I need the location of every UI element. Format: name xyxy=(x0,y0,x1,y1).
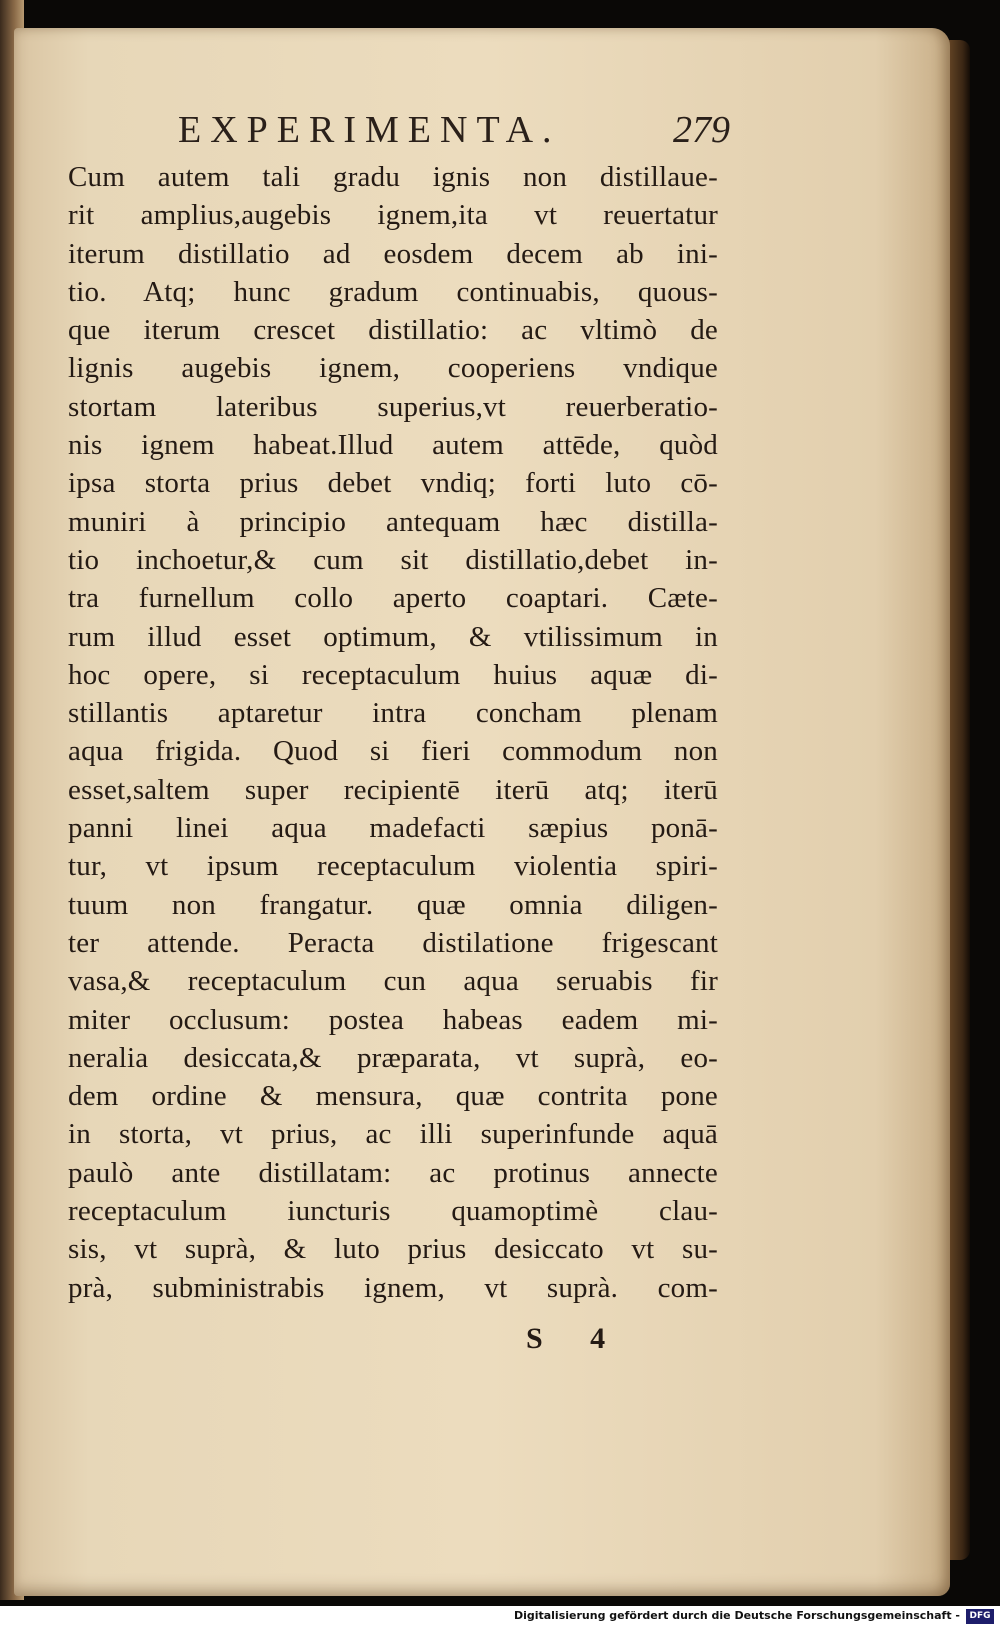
text-line: lignis augebis ignem, cooperiens vndique xyxy=(68,352,718,385)
text-line: muniri à principio antequam hæc distilla- xyxy=(68,505,718,538)
text-line: que iterum crescet distillatio: ac vltimò de xyxy=(68,314,718,347)
text-line: stillantis aptaretur intra concham plenam xyxy=(68,697,718,730)
text-line: receptaculum iuncturis quamoptimè clau- xyxy=(68,1195,718,1228)
text-line: tio. Atq; hunc gradum continuabis, quous- xyxy=(68,275,718,308)
text-line: neralia desiccata,& præparata, vt suprà, eo- xyxy=(68,1041,718,1074)
signature-mark: S 4 xyxy=(526,1322,626,1355)
page-number: 279 xyxy=(673,109,730,151)
text-line: tur, vt ipsum receptaculum violentia spiri- xyxy=(68,850,718,883)
funding-credit: Digitalisierung gefördert durch die Deutsche Forschungsgemeinschaft - xyxy=(513,1609,960,1622)
page-header xyxy=(160,100,730,160)
digitization-footer xyxy=(0,1606,1000,1629)
text-line: miter occlusum: postea habeas eadem mi- xyxy=(68,1003,718,1036)
text-line: rit amplius,augebis ignem,ita vt reuertatur xyxy=(68,199,718,232)
running-title: EXPERIMENTA. xyxy=(178,109,561,151)
text-line: vasa,& receptaculum cun aqua seruabis fir xyxy=(68,965,718,998)
text-line: hoc opere, si receptaculum huius aquæ di- xyxy=(68,658,718,691)
text-line: dem ordine & mensura, quæ contrita pone xyxy=(68,1080,718,1113)
text-line: in storta, vt prius, ac illi superinfunde aquā xyxy=(68,1118,718,1151)
text-line: ter attende. Peracta distilatione frigescant xyxy=(68,926,718,959)
text-line: tio inchoetur,& cum sit distillatio,debet in- xyxy=(68,543,718,576)
text-line: tra furnellum collo aperto coaptari. Cæte- xyxy=(68,582,718,615)
text-line: panni linei aqua madefacti sæpius ponā- xyxy=(68,812,718,845)
text-line: tuum non frangatur. quæ omnia diligen- xyxy=(68,888,718,921)
text-line: iterum distillatio ad eosdem decem ab ini- xyxy=(68,237,718,270)
text-line: aqua frigida. Quod si fieri commodum non xyxy=(68,735,718,768)
text-line: Cum autem tali gradu ignis non distillaue- xyxy=(68,161,718,193)
text-line: sis, vt suprà, & luto prius desiccato vt su- xyxy=(68,1233,718,1266)
body-text xyxy=(68,158,718,1307)
text-line: rum illud esset optimum, & vtilissimum in xyxy=(68,620,718,653)
text-line: paulò ante distillatam: ac protinus annecte xyxy=(68,1156,718,1189)
text-line: nis ignem habeat.Illud autem attēde, quòd xyxy=(68,429,718,462)
text-line: stortam lateribus superius,vt reuerberatio- xyxy=(68,390,718,423)
text-line: esset,saltem super recipientē iterū atq; iterū xyxy=(68,773,718,806)
dfg-logo: DFG xyxy=(966,1609,994,1624)
text-line: ipsa storta prius debet vndiq; forti luto cō- xyxy=(68,467,718,500)
text-line: prà, subministrabis ignem, vt suprà. com- xyxy=(68,1271,718,1304)
